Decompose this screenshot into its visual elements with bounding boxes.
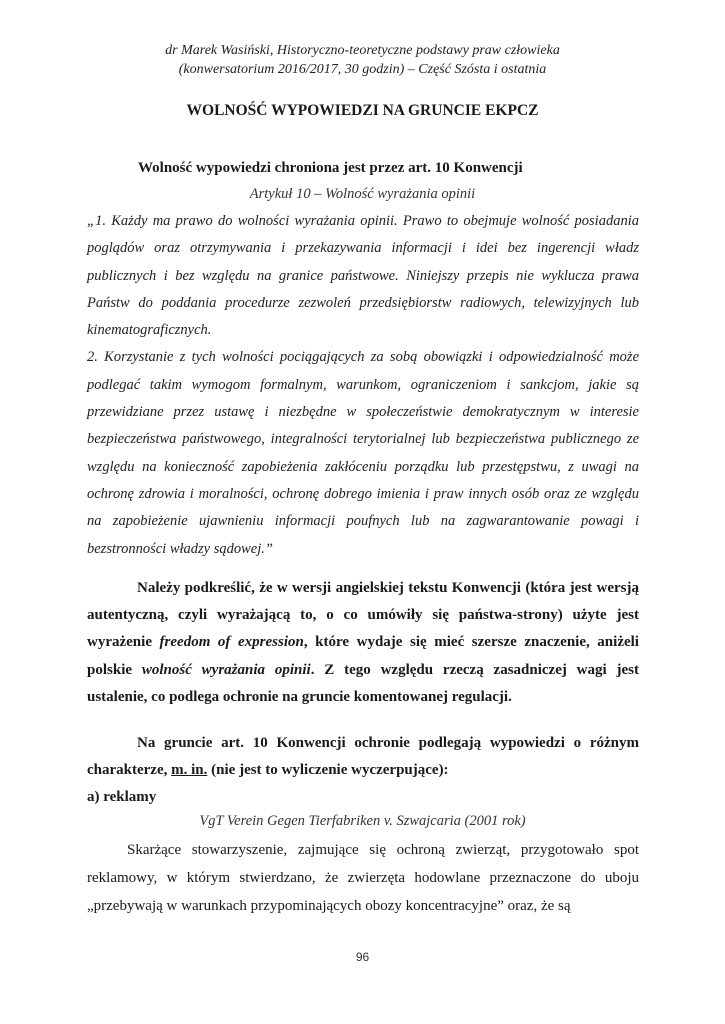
section-title: WOLNOŚĆ WYPOWIEDZI NA GRUNCIE EKPCZ bbox=[186, 102, 539, 119]
case-title: VgT Verein Gegen Tierfabriken v. Szwajcaria (2001 rok) bbox=[199, 813, 526, 829]
emphasis-text-3: . Z tego względu rzeczą zasadniczej wagi jest ustalenie, co podlega ochronie na gruncie komentowanej regulacji. bbox=[87, 661, 639, 705]
body-paragraph: Skarżące stowarzyszenie, zajmujące się ochroną zwierząt, przygotowało spot reklamowy, w którym stwierdzano, że zwierzęta hodowlane przeznaczone do uboju „przebywają w warunkach przypominających obozy koncentracyjne” oraz, że są bbox=[87, 842, 639, 914]
emphasis-text-2: , które wydaje się mieć szersze znaczenie, aniżeli polskie bbox=[87, 634, 639, 678]
term-english: freedom of expression bbox=[159, 634, 304, 651]
quote-paragraph-2: 2. Korzystanie z tych wolności pociągających za sobą obowiązki i odpowiedzialność może podlegać takim wymogom formalnym, warunkom, ograniczeniom i sankcjom, jakie są przewidziane przez ustawę i niezbędne w społeczeństwie demokratycznym w interesie bezpieczeństwa państwowego, integralności terytorialnej lub bezpieczeństwa publicznego ze względu na konieczność zapobieżenia zakłóceniu porządku lub przestępstwu, z uwagi na ochronę zdrowia i moralności, ochronę dobrego imienia i praw innych osób oraz ze względu na zapobieżenie ujawnieniu informacji poufnych lub na zagwarantowanie powagi i bezstronności władzy sądowej.” bbox=[87, 349, 639, 557]
article-title: Artykuł 10 – Wolność wyrażania opinii bbox=[249, 186, 476, 202]
lead-sentence: Wolność wypowiedzi chroniona jest przez art. 10 Konwencji bbox=[138, 160, 523, 176]
running-header-line2: (konwersatorium 2016/2017, 30 godzin) – Część Szósta i ostatnia bbox=[178, 62, 547, 77]
emphasis-text-1: Należy podkreślić, że w wersji angielskiej tekstu Konwencji (która jest wersją autentyczną, czyli wyrażającą to, o co umówiły się państwa-strony) użyte jest wyrażenie bbox=[87, 580, 639, 651]
page-number: 96 bbox=[355, 950, 370, 964]
article-quote bbox=[87, 208, 639, 563]
scope-text-1: Na gruncie art. 10 Konwencji ochronie podlegają wypowiedzi o różnym charakterze, bbox=[87, 735, 639, 779]
scope-paragraph bbox=[87, 730, 639, 812]
running-header-line1: dr Marek Wasiński, Historyczno-teoretyczne podstawy praw człowieka bbox=[165, 43, 560, 58]
term-polish: wolność wyrażania opinii bbox=[141, 661, 311, 678]
list-item-a: a) reklamy bbox=[87, 789, 157, 806]
abbreviation: m. in. bbox=[171, 762, 208, 779]
quote-paragraph-1: „1. Każdy ma prawo do wolności wyrażania opinii. Prawo to obejmuje wolność posiadania poglądów oraz otrzymywania i przekazywania informacji i idei bez ingerencji władz publicznych i bez względu na granice państwowe. Niniejszy przepis nie wyklucza prawa Państw do poddania procedurze zezwoleń przedsiębiorstw radiowych, telewizyjnych lub kinematograficznych. bbox=[87, 213, 639, 339]
scope-text-2: (nie jest to wyliczenie wyczerpujące): bbox=[207, 762, 449, 779]
emphasis-paragraph bbox=[87, 575, 639, 711]
